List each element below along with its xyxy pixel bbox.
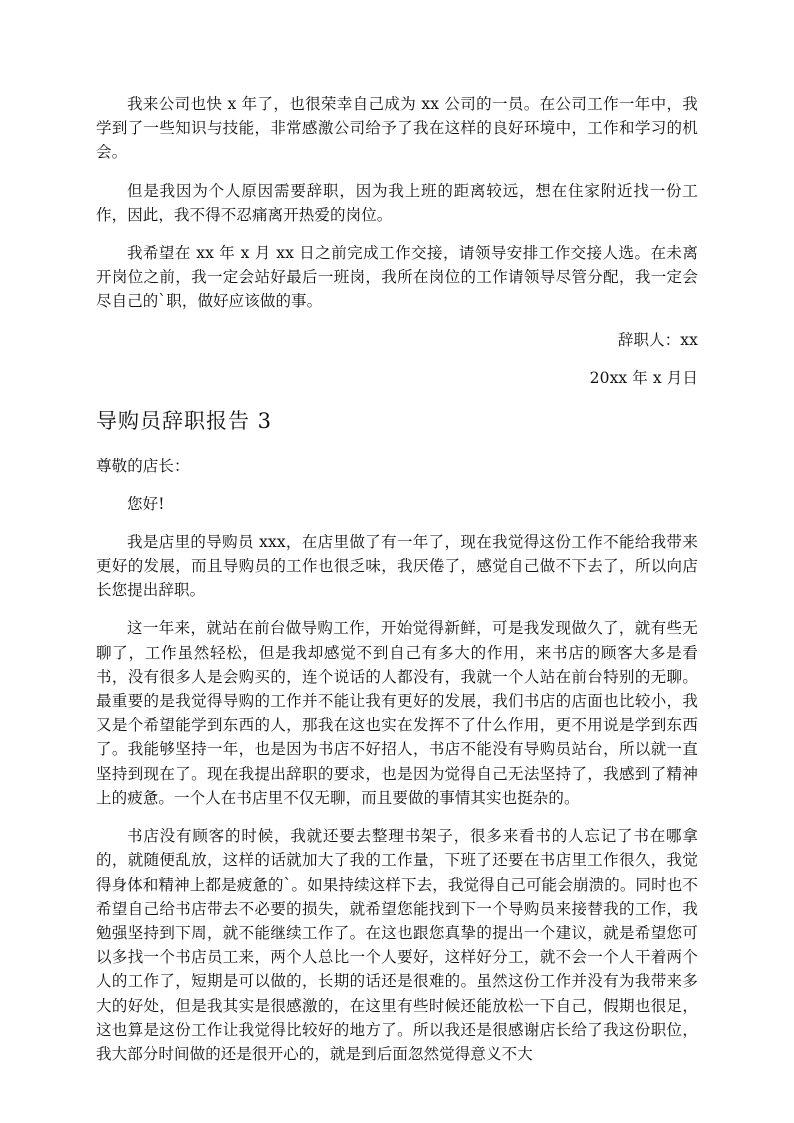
letter1-date: 20xx 年 x 月日 (589, 368, 698, 387)
document-page (96, 92, 698, 1066)
letter2-salutation: 尊敬的店长： (96, 457, 190, 476)
letter2-paragraph-3: 书店没有顾客的时候，我就还要去整理书架子，很多来看书的人忘记了书在哪拿的，就随便乱放，这样的话就加大了我的工作量，下班了还要在书店里工作很久，我觉得身体和精神上都是疲惫的`。如果持续这样下去，我觉得自己可能会崩溃的。同时也不希望自己给书店带去不必要的损失，就希望您能找到下一个导购员来接替我的工作，我勉强坚持到下周，就不能继续工作了。在这也跟您真挚的提出一个建议，就是希望您可以多找一个书店员工来，两个人总比一个人要好，这样好分工，就不会一个人干着两个人的工作了，短期是可以做的，长期的话还是很难的。虽然这份工作并没有为我带来多大的好处，但是我其实是很感激的，在这里有些时候还能放松一下自己，假期也很足，这也算是这份工作让我觉得比较好的地方了。所以我还是很感谢店长给了我这份职位，我大部分时间做的还是很开心的，就是到后面忽然觉得意义不大 (96, 827, 698, 1063)
letter1-paragraph-1: 我来公司也快 x 年了，也很荣幸自己成为 xx 公司的一员。在公司工作一年中，我学到了一些知识与技能，非常感激公司给予了我在这样的良好环境中，工作和学习的机会。 (96, 95, 698, 162)
letter1-paragraph-3: 我希望在 xx 年 x 月 xx 日之前完成工作交接，请领导安排工作交接人选。在未离开岗位之前，我一定会站好最后一班岗，我所在岗位的工作请领导尽管分配，我一定会尽自己的`职，做好应该做的事。 (96, 244, 698, 311)
letter1-signature: 辞职人：xx (617, 330, 698, 349)
letter2-paragraph-2: 这一年来，就站在前台做导购工作，开始觉得新鲜，可是我发现做久了，就有些无聊了，工作虽然轻松，但是我却感觉不到自己有多大的作用，来书店的顾客大多是看书，没有很多人是会购买的，连个说话的人都没有，我就一个人站在前台特别的无聊。最重要的是我觉得导购的工作并不能让我有更好的发展，我们书店的店面也比较小，我又是个希望能学到东西的人，那我在这也实在发挥不了什么作用，更不用说是学到东西了。我能够坚持一年，也是因为书店不好招人，书店不能没有导购员站台，所以就一直坚持到现在了。现在我提出辞职的要求，也是因为觉得自己无法坚持了，我感到了精神上的疲惫。一个人在书店里不仅无聊，而且要做的事情其实也挺杂的。 (96, 619, 698, 807)
letter1-paragraph-2: 但是我因为个人原因需要辞职，因为我上班的距离较远，想在住家附近找一份工作，因此，我不得不忍痛离开热爱的岗位。 (96, 181, 698, 224)
letter2-greeting: 您好! (127, 494, 165, 513)
letter2-paragraph-1: 我是店里的导购员 xxx，在店里做了有一年了，现在我觉得这份工作不能给我带来更好的发展，而且导购员的工作也很乏味，我厌倦了，感觉自己做不下去了，所以向店长您提出辞职。 (96, 532, 698, 600)
section-title: 导购员辞职报告 3 (96, 409, 273, 434)
